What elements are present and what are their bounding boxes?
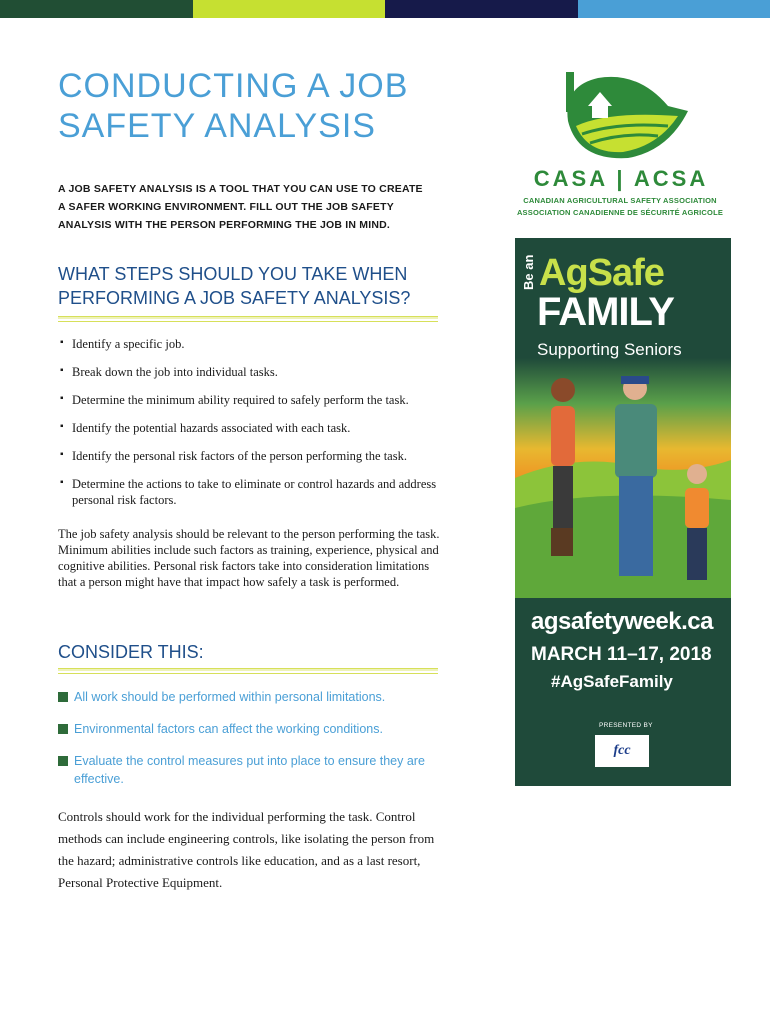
consider-item: Environmental factors can affect the working conditions. — [58, 720, 438, 738]
consider-heading: CONSIDER THIS: — [58, 642, 204, 662]
step-item: ▪ Identify the potential hazards associated with each task. — [58, 420, 438, 436]
consider-divider — [58, 668, 438, 674]
casa-english-name: CANADIAN AGRICULTURAL SAFETY ASSOCIATION — [523, 196, 717, 205]
fcc-logo-text: fcc — [613, 743, 631, 758]
intro-text: A JOB SAFETY ANALYSIS IS A TOOL THAT YOU CAN USE TO CREATE A SAFER WORKING ENVIRONMENT. FILL OUT THE JOB SAFETY ANALYSIS WITH THE PERSON PERFORMING THE JOB IN MIND. — [58, 183, 423, 231]
fcc-logo — [595, 735, 649, 767]
poster-be-an: Be an — [521, 254, 536, 290]
casa-farm-icon — [548, 66, 718, 166]
poster-url: agsafetyweek.ca — [531, 608, 713, 635]
consider-item: Evaluate the control measures put into place to ensure they are effective. — [58, 752, 438, 788]
steps-divider — [58, 316, 438, 322]
color-bar-navy — [385, 0, 578, 18]
step-item: ▪ Determine the minimum ability required to safely perform the task. — [58, 392, 438, 408]
color-bar-dark-green — [0, 0, 193, 18]
poster-agsafe: AgSafe — [539, 252, 664, 294]
step-item: ▪ Break down the job into individual tasks. — [58, 364, 438, 380]
poster-presented-by: PRESENTED BY — [599, 722, 653, 729]
top-color-bar — [0, 0, 770, 18]
color-bar-lime — [193, 0, 386, 18]
consider-list — [58, 688, 438, 802]
agsafe-poster — [515, 238, 731, 786]
poster-supporting-seniors: Supporting Seniors — [537, 340, 682, 359]
casa-french-name: ASSOCIATION CANADIENNE DE SÉCURITÉ AGRICOLE — [516, 208, 724, 217]
step-item: ▪ Identify a specific job. — [58, 336, 438, 352]
color-bar-blue — [578, 0, 770, 18]
step-item: ▪ Identify the personal risk factors of the person performing the task. — [58, 448, 438, 464]
step-item: ▪ Determine the actions to take to eliminate or control hazards and address personal risk factors. — [58, 476, 438, 508]
controls-paragraph: Controls should work for the individual performing the task. Control methods can include engineering controls, like isolating the person from the hazard; administrative controls like education, and as a last resort, Personal Protective Equipment. — [58, 809, 435, 890]
page-title: CONDUCTING A JOB SAFETY ANALYSIS — [58, 67, 409, 145]
relevance-paragraph: The job safety analysis should be relevant to the person performing the task. Minimum abilities include such factors as training, experience, physical and cognitive abilities. Personal risk factors take into consideration limitations that a person might have that impact how safely a task is performed. — [58, 527, 440, 589]
poster-dates: MARCH 11–17, 2018 — [531, 644, 712, 665]
steps-list — [58, 336, 438, 520]
poster-family: FAMILY — [537, 290, 674, 334]
consider-item: All work should be performed within personal limitations. — [58, 688, 438, 706]
poster-hashtag: #AgSafeFamily — [551, 672, 673, 691]
steps-heading: WHAT STEPS SHOULD YOU TAKE WHEN PERFORMING A JOB SAFETY ANALYSIS? — [58, 264, 411, 308]
casa-name: CASA | ACSA — [533, 166, 709, 191]
